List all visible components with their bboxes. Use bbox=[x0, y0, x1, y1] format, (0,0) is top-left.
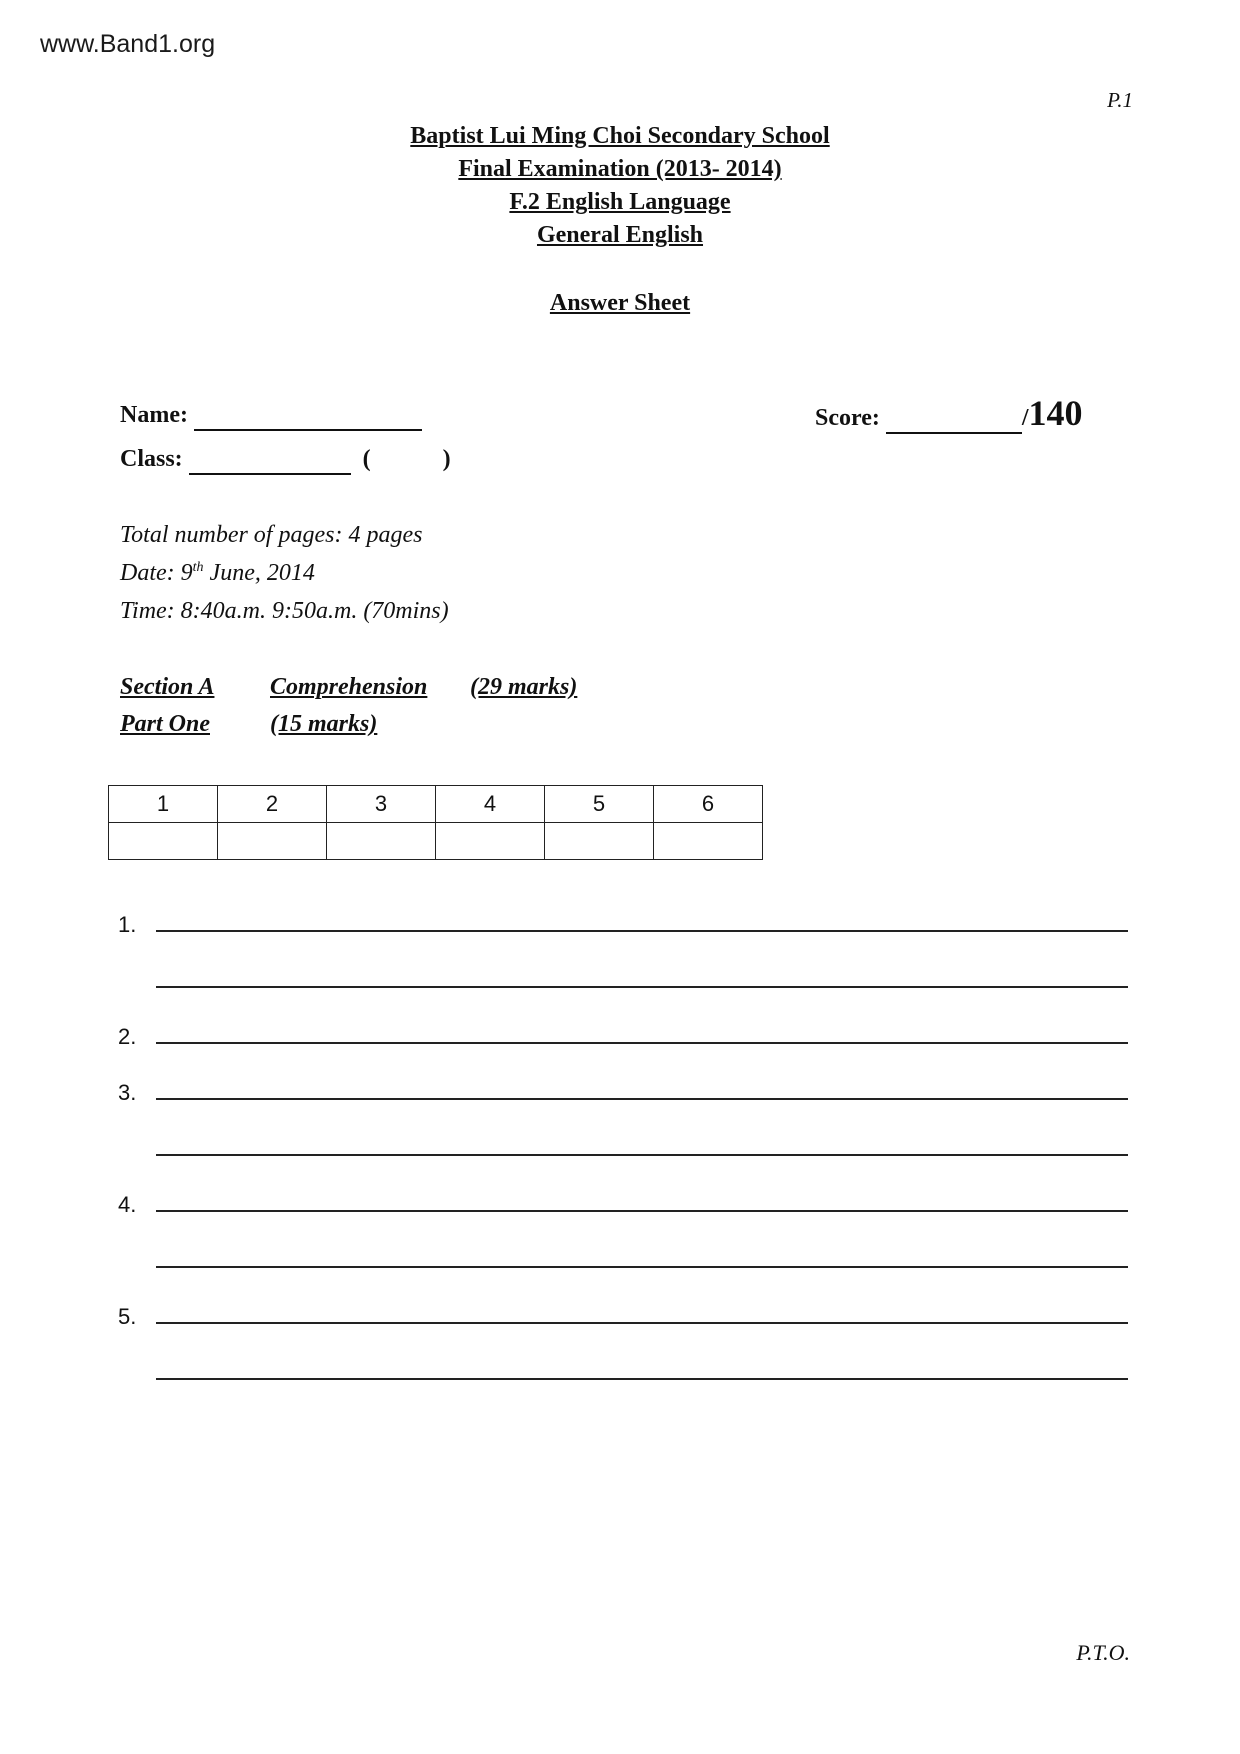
name-field bbox=[120, 402, 422, 431]
question-row-continuation bbox=[118, 1236, 1128, 1276]
question-row bbox=[118, 1180, 1128, 1220]
answer-line[interactable] bbox=[156, 1042, 1128, 1044]
table-header-cell: 5 bbox=[545, 786, 654, 823]
question-row bbox=[118, 1012, 1128, 1052]
table-header-cell: 4 bbox=[436, 786, 545, 823]
answer-line[interactable] bbox=[156, 1322, 1128, 1324]
part-heading bbox=[120, 711, 377, 738]
answer-cell[interactable] bbox=[545, 823, 654, 860]
score-total: 140 bbox=[1028, 393, 1083, 433]
subject-title: F.2 English Language bbox=[509, 189, 731, 215]
answer-cell[interactable] bbox=[436, 823, 545, 860]
answer-line[interactable] bbox=[156, 1098, 1128, 1100]
answer-cell[interactable] bbox=[654, 823, 763, 860]
question-number: 4. bbox=[118, 1192, 137, 1217]
class-field bbox=[120, 446, 451, 475]
class-number-blank[interactable] bbox=[377, 446, 437, 473]
date-superscript: th bbox=[192, 560, 204, 575]
score-field bbox=[815, 392, 1083, 434]
school-name: Baptist Lui Ming Choi Secondary School bbox=[410, 123, 830, 149]
exam-time: Time: 8:40a.m. 9:50a.m. (70mins) bbox=[120, 598, 449, 624]
date-prefix: Date: 9 bbox=[120, 560, 193, 586]
table-answer-row bbox=[109, 823, 763, 860]
name-label: Name: bbox=[120, 402, 188, 428]
answer-line[interactable] bbox=[156, 1210, 1128, 1212]
class-number-open: ( bbox=[362, 446, 371, 472]
section-heading bbox=[120, 674, 577, 701]
document-header bbox=[0, 120, 1240, 252]
exam-title: Final Examination (2013- 2014) bbox=[458, 156, 782, 182]
answer-line[interactable] bbox=[156, 986, 1128, 988]
answer-cell[interactable] bbox=[327, 823, 436, 860]
score-blank[interactable] bbox=[886, 405, 1022, 434]
date-suffix: June, 2014 bbox=[203, 560, 315, 586]
table-header-row bbox=[109, 786, 763, 823]
question-number: 5. bbox=[118, 1304, 137, 1329]
question-row-continuation bbox=[118, 1348, 1128, 1388]
question-number: 1. bbox=[118, 912, 137, 937]
question-row-continuation bbox=[118, 956, 1128, 996]
section-marks: (29 marks) bbox=[470, 674, 578, 700]
paper-title: General English bbox=[536, 222, 704, 248]
class-blank[interactable] bbox=[189, 446, 351, 475]
answer-line[interactable] bbox=[156, 1266, 1128, 1268]
table-header-cell: 2 bbox=[218, 786, 327, 823]
question-number: 2. bbox=[118, 1024, 137, 1049]
page-number: P.1 bbox=[1107, 88, 1133, 112]
page-turn-note: P.T.O. bbox=[1076, 1640, 1130, 1665]
answer-cell[interactable] bbox=[218, 823, 327, 860]
table-header-cell: 1 bbox=[109, 786, 218, 823]
question-row bbox=[118, 1292, 1128, 1332]
score-slash: / bbox=[1021, 405, 1029, 431]
exam-date bbox=[120, 560, 315, 587]
watermark: www.Band1.org bbox=[40, 30, 216, 58]
table-header-cell: 3 bbox=[327, 786, 436, 823]
class-number-close: ) bbox=[442, 446, 451, 472]
answer-line[interactable] bbox=[156, 1154, 1128, 1156]
part-marks: (15 marks) bbox=[270, 711, 378, 737]
table-header-cell: 6 bbox=[654, 786, 763, 823]
answer-sheet-title: Answer Sheet bbox=[549, 290, 691, 316]
score-label: Score: bbox=[815, 405, 880, 431]
total-pages: Total number of pages: 4 pages bbox=[120, 522, 423, 548]
name-blank[interactable] bbox=[194, 402, 422, 431]
answer-cell[interactable] bbox=[109, 823, 218, 860]
answer-line[interactable] bbox=[156, 1378, 1128, 1380]
question-number: 3. bbox=[118, 1080, 137, 1105]
part-label: Part One bbox=[120, 711, 210, 737]
class-label: Class: bbox=[120, 446, 183, 472]
mc-answer-table bbox=[108, 785, 763, 860]
question-row bbox=[118, 900, 1128, 940]
section-label: Section A bbox=[120, 674, 215, 700]
section-title: Comprehension bbox=[270, 674, 428, 700]
question-row bbox=[118, 1068, 1128, 1108]
answer-line[interactable] bbox=[156, 930, 1128, 932]
question-row-continuation bbox=[118, 1124, 1128, 1164]
